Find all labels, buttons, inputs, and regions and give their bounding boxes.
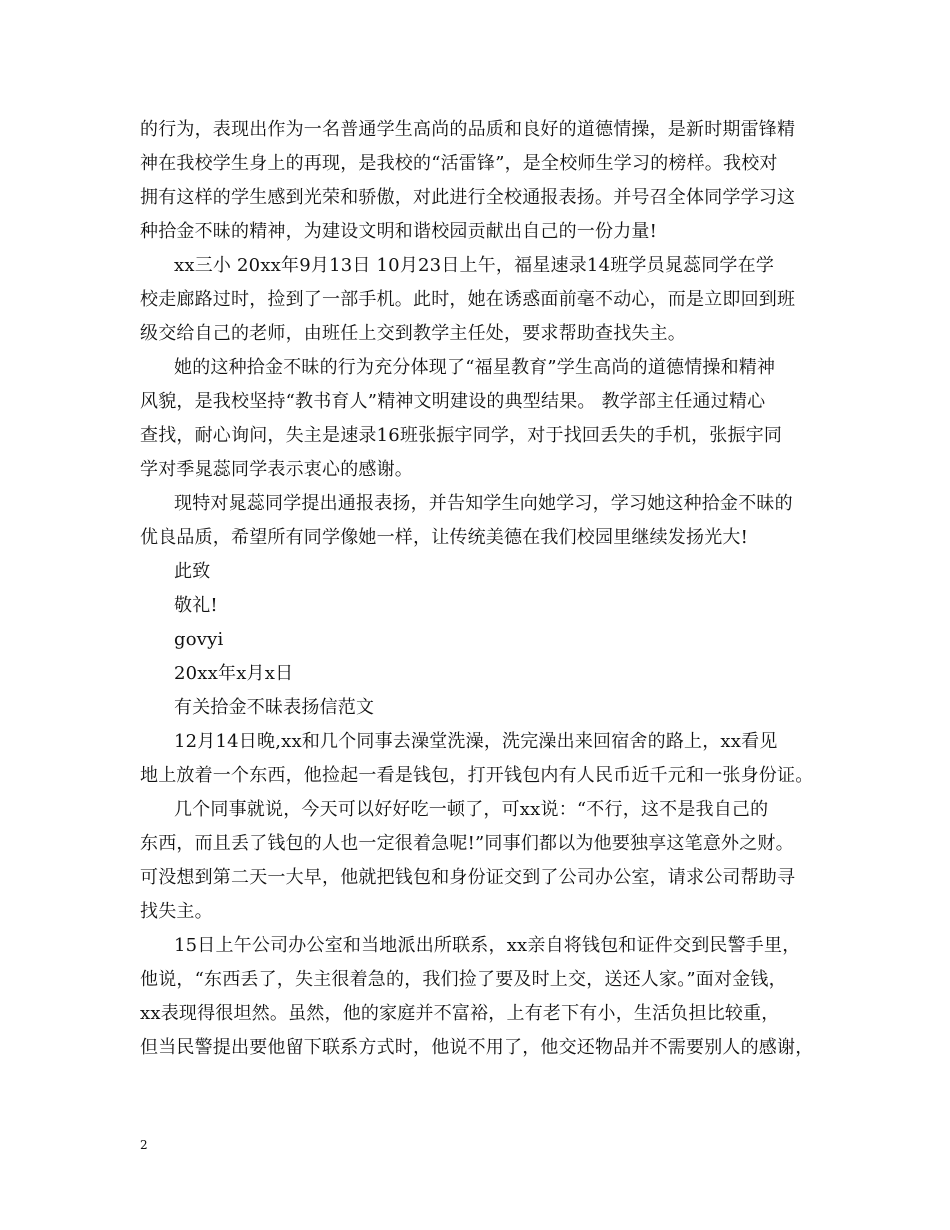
text-line: 级交给自己的老师，由班任上交到教学主任处，要求帮助查找失主。 bbox=[140, 323, 686, 344]
text-line: 学对季晁蕊同学表示衷心的感谢。 bbox=[140, 459, 413, 480]
text-line: 种拾金不昧的精神，为建设文明和谐校园贡献出自己的一份力量! bbox=[140, 221, 658, 242]
text-line: 现特对晁蕊同学提出通报表扬，并告知学生向她学习，学习她这种拾金不昧的 bbox=[174, 493, 793, 514]
text-line: 15日上午公司办公室和当地派出所联系，xx亲自将钱包和证件交到民警手里， bbox=[174, 935, 801, 956]
text-line: 神在我校学生身上的再现，是我校的“活雷锋”，是全校师生学习的榜样。我校对 bbox=[140, 153, 778, 174]
text-line: 此致 bbox=[174, 561, 211, 582]
text-line: 的行为，表现出作为一名普通学生高尚的品质和良好的道德情操，是新时期雷锋精 bbox=[140, 119, 796, 140]
text-line: 12月14日晚,xx和几个同事去澡堂洗澡，洗完澡出来回宿舍的路上，xx看见 bbox=[174, 731, 778, 752]
text-line: 拥有这样的学生感到光荣和骄傲，对此进行全校通报表扬。并号召全体同学学习这 bbox=[140, 187, 796, 208]
page-number: 2 bbox=[140, 1138, 148, 1152]
text-line: 几个同事就说，今天可以好好吃一顿了，可xx说：“不行，这不是我自己的 bbox=[174, 799, 769, 820]
text-line: 20xx年x月x日 bbox=[174, 663, 294, 684]
text-line: 优良品质，希望所有同学像她一样，让传统美德在我们校园里继续发扬光大! bbox=[140, 527, 749, 548]
text-line: govyi bbox=[174, 629, 224, 650]
text-line: xx表现得很坦然。虽然，他的家庭并不富裕，上有老下有小，生活负担比较重， bbox=[140, 1003, 780, 1024]
text-line: 地上放着一个东西，他捡起一看是钱包，打开钱包内有人民币近千元和一张身份证。 bbox=[140, 765, 814, 786]
text-line: 找失主。 bbox=[140, 901, 213, 922]
text-line: 但当民警提出要他留下联系方式时，他说不用了，他交还物品并不需要别人的感谢， bbox=[140, 1037, 814, 1058]
text-line: 风貌，是我校坚持“教书育人”精神文明建设的典型结果。 教学部主任通过精心 bbox=[140, 391, 766, 412]
text-line: 可没想到第二天一大早，他就把钱包和身份证交到了公司办公室，请求公司帮助寻 bbox=[140, 867, 796, 888]
text-line: 敬礼! bbox=[174, 595, 218, 616]
section-title: 有关拾金不昧表扬信范文 bbox=[174, 697, 375, 718]
text-line: 查找，耐心询问，失主是速录16班张振宇同学，对于找回丢失的手机，张振宇同 bbox=[140, 425, 783, 446]
text-line: 东西，而且丢了钱包的人也一定很着急呢!”同事们都以为他要独享这笔意外之财。 bbox=[140, 833, 794, 854]
text-line: 她的这种拾金不昧的行为充分体现了“福星教育”学生高尚的道德情操和精神 bbox=[174, 357, 776, 378]
text-line: 校走廊路过时，捡到了一部手机。此时，她在诱惑面前毫不动心，而是立即回到班 bbox=[140, 289, 796, 310]
text-line: 他说，“东西丢了，失主很着急的，我们捡了要及时上交，送还人家。”面对金钱， bbox=[140, 969, 787, 990]
text-line: xx三小 20xx年9月13日 10月23日上午，福星速录14班学员晁蕊同学在学 bbox=[174, 255, 775, 276]
